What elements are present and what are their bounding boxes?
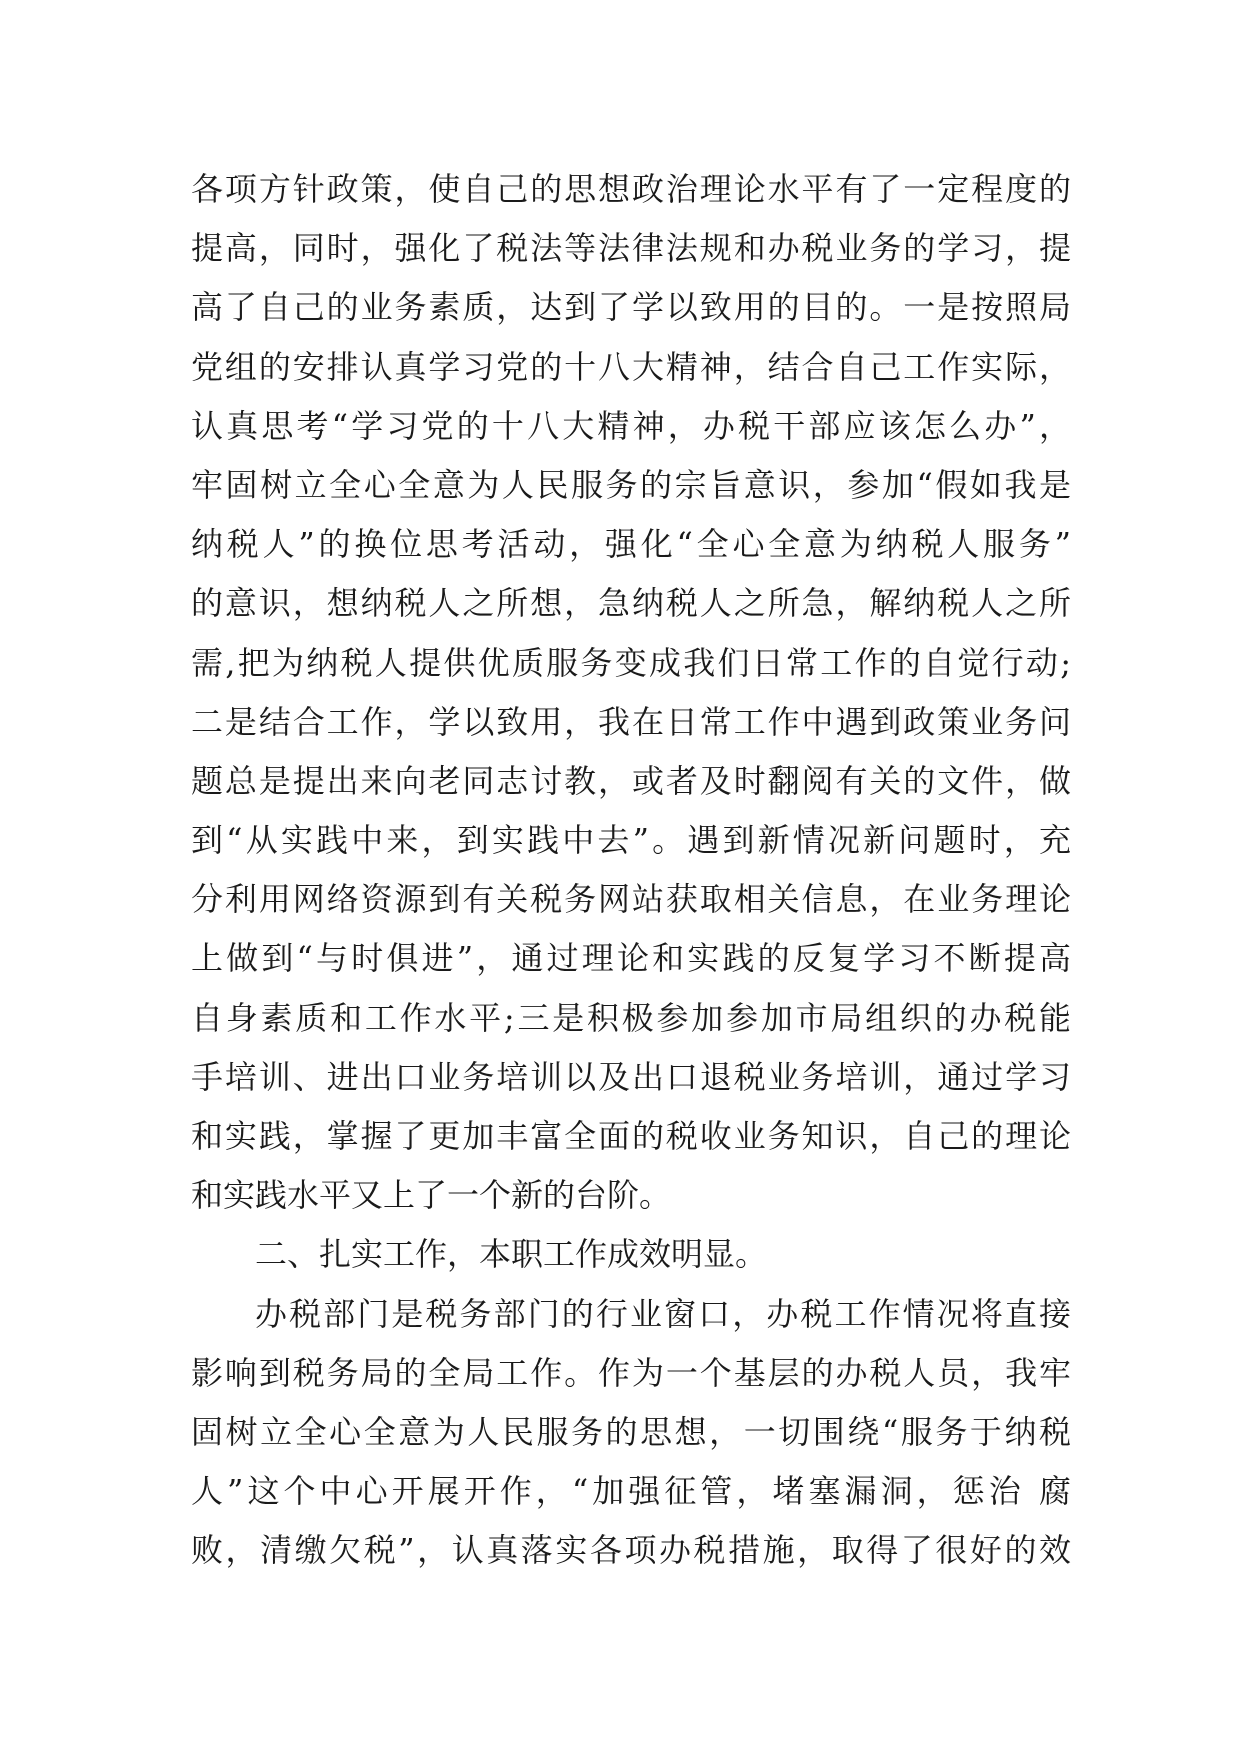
text-line: 分利用网络资源到有关税务网站获取相关信息，在业务理论 (191, 880, 1071, 919)
text-line: 自身素质和工作水平;三是积极参加参加市局组织的办税能 (191, 998, 1071, 1037)
text-line: 影响到税务局的全局工作。作为一个基层的办税人员，我牢 (191, 1353, 1071, 1392)
text-line: 二是结合工作，学以致用，我在日常工作中遇到政策业务问 (191, 702, 1071, 741)
text-line: 人”这个中心开展开作，“加强征管，堵塞漏洞，惩治 腐 (191, 1472, 1071, 1511)
section-heading: 二、扎实工作，本职工作成效明显。 (255, 1235, 768, 1274)
text-line: 到“从实践中来，到实践中去”。遇到新情况新问题时，充 (191, 821, 1071, 860)
text-line: 党组的安排认真学习党的十八大精神，结合自己工作实际， (191, 347, 1071, 386)
text-line: 高了自己的业务素质，达到了学以致用的目的。一是按照局 (191, 288, 1071, 327)
body-text (191, 160, 1071, 1581)
text-line: 上做到“与时俱进”，通过理论和实践的反复学习不断提高 (191, 939, 1071, 978)
text-line: 手培训、进出口业务培训以及出口退税业务培训，通过学习 (191, 1057, 1071, 1096)
text-line: 牢固树立全心全意为人民服务的宗旨意识，参加“假如我是 (191, 465, 1071, 504)
text-line: 的意识，想纳税人之所想，急纳税人之所急，解纳税人之所 (191, 584, 1071, 623)
text-line: 认真思考“学习党的十八大精神，办税干部应该怎么办”， (191, 406, 1071, 445)
paragraph-first-line: 办税部门是税务部门的行业窗口，办税工作情况将直接 (255, 1294, 1071, 1333)
text-line: 各项方针政策，使自己的思想政治理论水平有了一定程度的 (191, 170, 1071, 208)
text-line: 固树立全心全意为人民服务的思想，一切围绕“服务于纳税 (191, 1412, 1071, 1451)
text-line: 需,把为纳税人提供优质服务变成我们日常工作的自觉行动; (191, 643, 1071, 682)
text-line: 提高，同时，强化了税法等法律法规和办税业务的学习，提 (191, 229, 1071, 268)
text-line: 纳税人”的换位思考活动，强化“全心全意为纳税人服务” (191, 525, 1071, 564)
paragraph-end-line: 和实践水平又上了一个新的台阶。 (191, 1176, 672, 1215)
text-line: 题总是提出来向老同志讨教，或者及时翻阅有关的文件，做 (191, 761, 1071, 800)
text-line: 败，清缴欠税”，认真落实各项办税措施，取得了很好的效 (191, 1531, 1071, 1570)
text-line: 和实践，掌握了更加丰富全面的税收业务知识，自己的理论 (191, 1117, 1071, 1155)
